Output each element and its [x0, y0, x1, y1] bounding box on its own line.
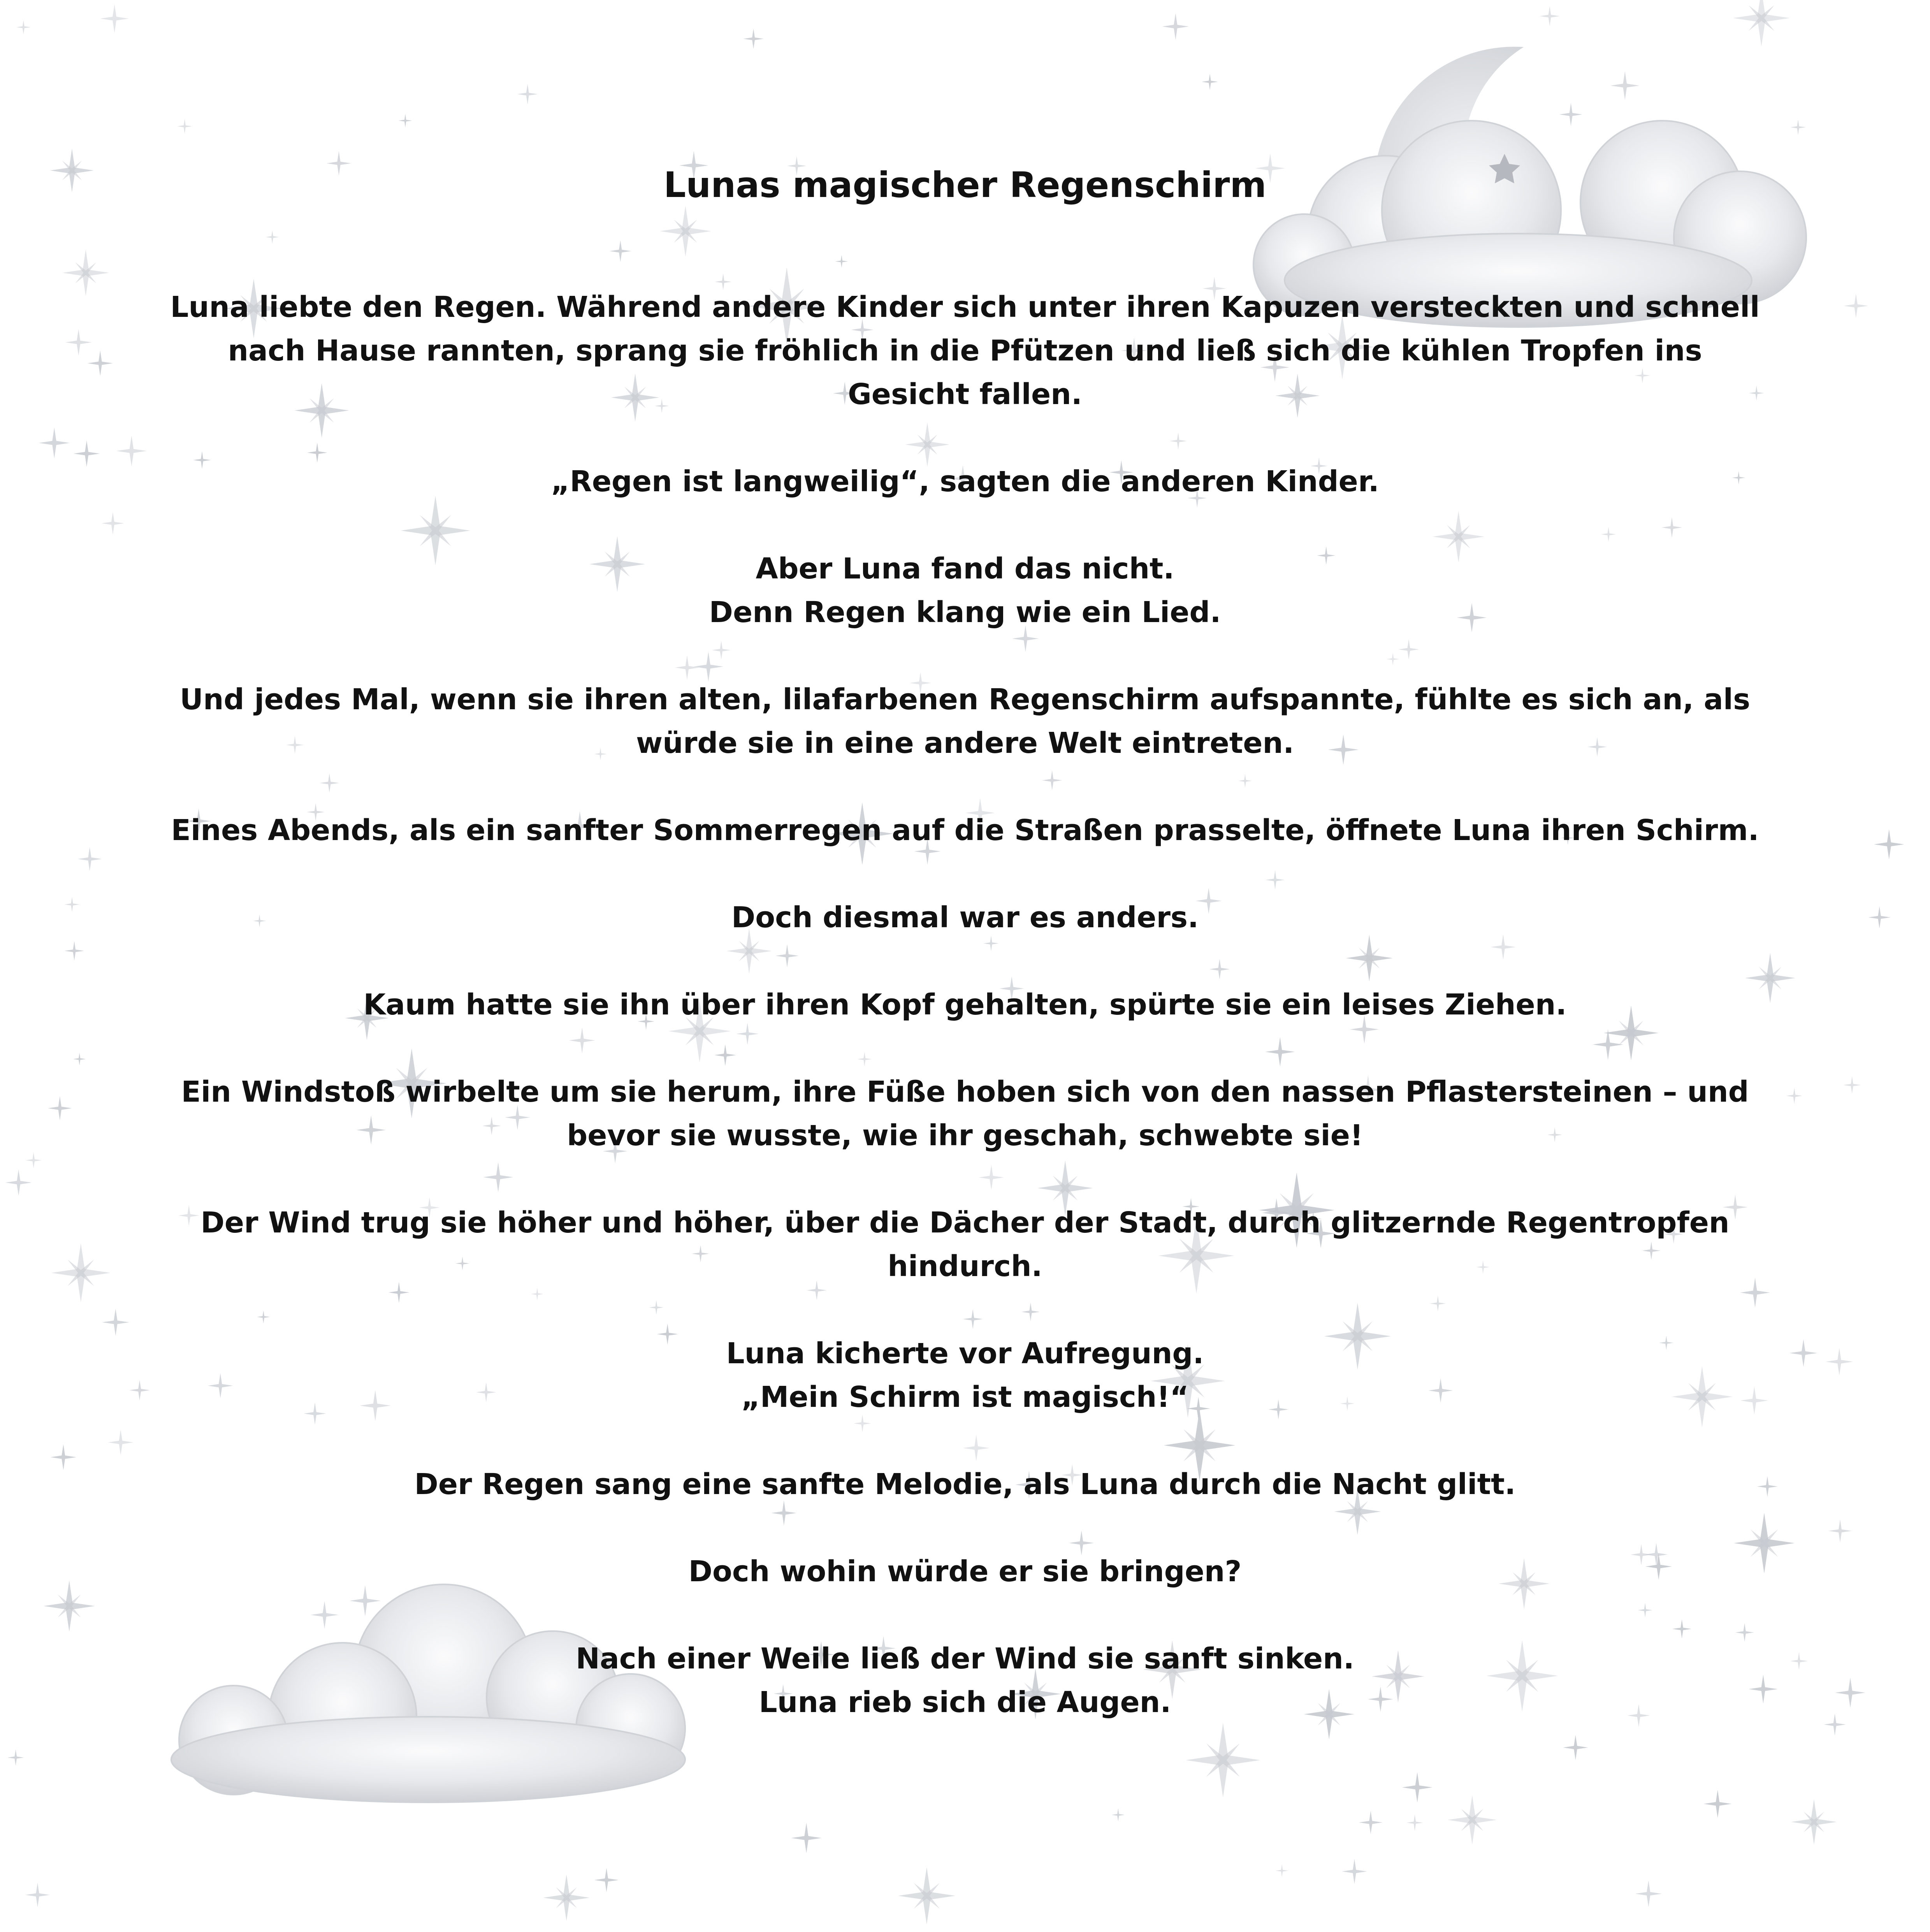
story-paragraph: [163, 983, 1767, 1027]
sparkle-star-icon: [1359, 1811, 1382, 1834]
sparkle-star-icon: [1342, 1859, 1367, 1884]
sparkle-star-icon: [116, 436, 147, 466]
sparkle-star-icon: [1162, 13, 1189, 40]
sparkle-star-icon: [7, 1749, 24, 1766]
story-paragraph: [163, 547, 1767, 634]
sparkle-star-icon: [74, 440, 100, 467]
sparkle-star-icon: [1406, 1814, 1423, 1831]
story-paragraphs: [163, 285, 1767, 1724]
story-line: Kaum hatte sie ihn über ihren Kopf gehalten, spürte sie ein leises Ziehen.: [363, 988, 1567, 1021]
sparkle-star-icon: [177, 119, 192, 134]
sparkle-star-icon: [1835, 1678, 1865, 1708]
sparkle-star-icon: [791, 1823, 822, 1853]
sparkle-star-icon: [1786, 1088, 1803, 1104]
story-paragraph: [163, 1332, 1767, 1419]
sparkle-star-icon: [73, 1053, 86, 1065]
story-line: Der Wind trug sie höher und höher, über die Dächer der Stadt, durch glitzernde Regentropfen hindurch.: [200, 1206, 1730, 1283]
story-line: „Mein Schirm ist magisch!“: [741, 1380, 1189, 1414]
story-line: Eines Abends, als ein sanfter Sommerregen auf die Straßen prasselte, öffnete Luna ihren Schirm.: [171, 813, 1759, 847]
sparkle-star-icon: [50, 1444, 76, 1470]
story-line: Aber Luna fand das nicht.: [756, 552, 1174, 585]
story-paragraph: [163, 809, 1767, 852]
sparkle-star-icon: [26, 1152, 42, 1168]
sparkle-star-icon: [5, 1169, 32, 1196]
story-paragraph: [163, 460, 1767, 503]
story-paragraph: [163, 896, 1767, 939]
sparkle-star-icon: [129, 1380, 150, 1401]
sparkle-star-icon: [1874, 829, 1904, 860]
sparkle-star-icon: [517, 84, 538, 104]
sparkle-star-icon: [1789, 1339, 1817, 1367]
story-paragraph: [163, 1070, 1767, 1157]
sparkle-star-icon: [1635, 1880, 1662, 1907]
sparkle-star-icon: [78, 847, 102, 871]
sparkle-star-icon: [1790, 1652, 1808, 1670]
story-line: Denn Regen klang wie ein Lied.: [709, 595, 1221, 629]
sparkle-star-icon: [16, 20, 30, 34]
story-content: [163, 163, 1767, 1768]
sparkle-star-icon: [399, 114, 412, 127]
sparkle-star-icon: [1276, 1864, 1288, 1877]
story-paragraph: [163, 1463, 1767, 1506]
story-line: Doch wohin würde er sie bringen?: [688, 1554, 1242, 1588]
sparkle-star-icon: [1112, 1808, 1125, 1821]
story-paragraph: [163, 1550, 1767, 1593]
sparkle-star-icon: [102, 1309, 129, 1336]
sparkle-star-icon: [1703, 1790, 1731, 1818]
sparkle-star-icon: [1824, 1714, 1846, 1736]
sparkle-star-icon: [1202, 74, 1218, 90]
sparkle-star-icon: [1402, 1772, 1433, 1802]
story-line: Ein Windstoß wirbelte um sie herum, ihre Füße hoben sich von den nassen Pflastersteinen – und bevor sie wusste, wie ihr geschah, schwebte sie!: [181, 1075, 1749, 1152]
story-line: Luna liebte den Regen. Während andere Kinder sich unter ihren Kapuzen versteckten und schnell nach Hause rannten, sprang sie fröhlich in die Pfützen und ließ sich die kühlen Tropfen ins Gesicht fallen.: [170, 290, 1760, 411]
sparkle-star-icon: [39, 427, 70, 458]
sparkle-star-icon: [1843, 1076, 1861, 1094]
story-line: Der Regen sang eine sanfte Melodie, als Luna durch die Nacht glitt.: [414, 1467, 1516, 1501]
sparkle-star-icon: [1790, 120, 1806, 135]
story-line: Luna rieb sich die Augen.: [759, 1685, 1171, 1719]
sparkle-star-icon: [65, 941, 84, 960]
sparkle-star-icon: [88, 350, 113, 376]
sparkle-star-icon: [744, 29, 764, 49]
sparkle-star-icon: [100, 4, 129, 33]
story-line: Luna kicherte vor Aufregung.: [726, 1336, 1204, 1370]
story-title: Lunas magischer Regenschirm: [663, 165, 1267, 206]
story-line: „Regen ist langweilig“, sagten die anderen Kinder.: [551, 464, 1379, 498]
sparkle-star-icon: [594, 1868, 619, 1892]
story-paragraph: [163, 285, 1767, 416]
sparkle-star-icon: [65, 897, 80, 912]
sparkle-star-icon: [1540, 6, 1559, 26]
story-paragraph: [163, 1637, 1767, 1724]
sparkle-star-icon: [65, 329, 92, 355]
sparkle-star-icon: [108, 1429, 134, 1455]
story-paragraph: [163, 678, 1767, 765]
story-line: Nach einer Weile ließ der Wind sie sanft sinken.: [575, 1642, 1355, 1675]
sparkle-star-icon: [102, 512, 124, 534]
sparkle-star-icon: [1733, 0, 1790, 46]
sparkle-star-icon: [48, 1096, 72, 1120]
sparkle-star-icon: [1844, 294, 1868, 318]
sparkle-star-icon: [1826, 1348, 1853, 1376]
sparkle-star-icon: [1868, 906, 1891, 928]
story-paragraph: [163, 1201, 1767, 1288]
story-line: Doch diesmal war es anders.: [731, 900, 1199, 934]
sparkle-star-icon: [1828, 1519, 1851, 1542]
sparkle-star-icon: [25, 1883, 50, 1907]
story-line: Und jedes Mal, wenn sie ihren alten, lilafarbenen Regenschirm aufspannte, fühlte es sich an, als würde sie in eine andere Welt eintreten.: [179, 682, 1751, 760]
